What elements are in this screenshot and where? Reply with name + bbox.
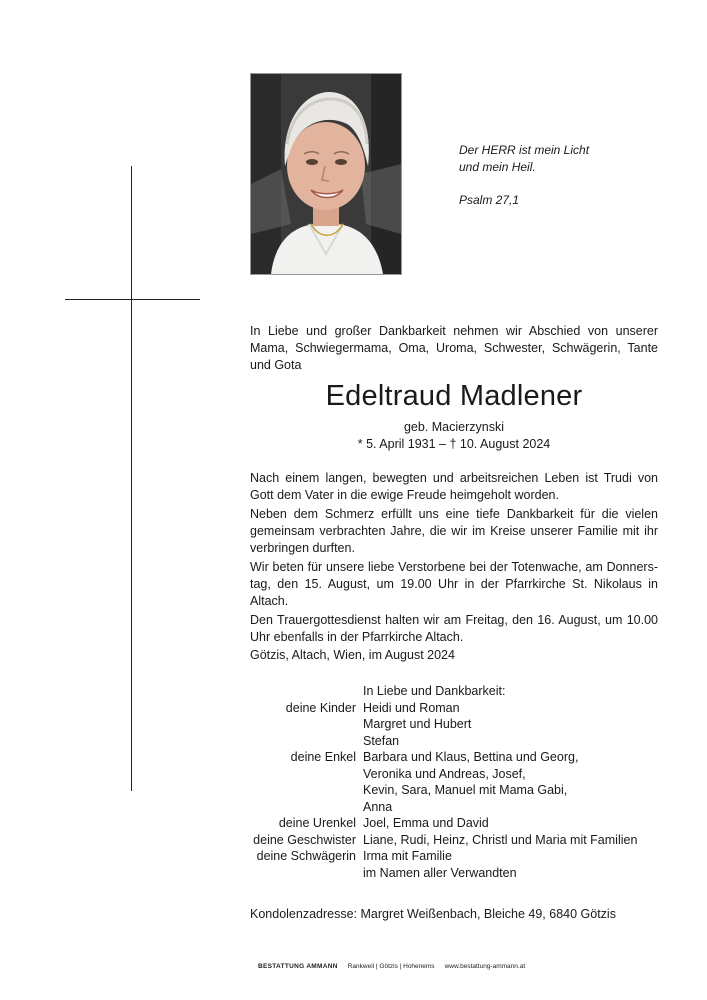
family-value: Heidi und Roman (363, 700, 460, 715)
family-label (250, 716, 363, 733)
family-label (250, 733, 363, 750)
family-row (250, 716, 670, 733)
body-paragraph-4: Den Trauergottesdienst halten wir am Freitag, den 16. August, um 10.00 Uhr ebenfalls in der Pfarrkirche Altach. (250, 613, 658, 644)
family-row (250, 799, 670, 816)
family-label: deine Schwägerin (256, 849, 356, 863)
family-value: Liane, Rudi, Heinz, Christl und Maria mit Familien (363, 832, 638, 847)
intro-text: In Liebe und großer Dankbarkeit nehmen wir Abschied von unserer Mama, Schwiegermama, Oma, Uroma, Schwester, Schwägerin, Tante und Gota (250, 324, 658, 372)
family-row (250, 683, 670, 700)
family-row (250, 749, 670, 766)
body-paragraph-3: Wir beten für unsere liebe Verstorbene bei der Totenwache, am Donners-tag, den 15. August, um 19.00 Uhr in der Pfarrkirche St. Nikolaus in Altach. (250, 560, 658, 608)
family-label (250, 782, 363, 799)
footer (258, 963, 525, 971)
portrait-photo (250, 73, 402, 275)
family-label: deine Kinder (285, 700, 356, 715)
family-value: Stefan (363, 733, 400, 748)
family-value: im Namen aller Verwandten (363, 865, 517, 880)
cross-vertical-line (131, 166, 132, 791)
family-value: Joel, Emma und David (363, 816, 489, 830)
family-value: Kevin, Sara, Manuel mit Mama Gabi, (363, 783, 568, 797)
body-paragraph-2: Neben dem Schmerz erfüllt uns eine tiefe Dankbarkeit für die vielen gemeinsam verbrachten Jahre, die wir im Kreise unserer Familie mit ihr verbringen durften. (250, 507, 658, 555)
family-label (250, 865, 363, 882)
footer-brand: BESTATTUNG AMMANN (258, 963, 338, 970)
family-label (250, 683, 363, 700)
family-value: Irma mit Familie (363, 849, 452, 863)
life-dates: * 5. April 1931 – † 10. August 2024 (357, 437, 551, 451)
family-label: deine Geschwister (253, 832, 356, 847)
family-row (250, 848, 670, 865)
family-value: Anna (363, 799, 393, 814)
family-row (250, 766, 670, 783)
family-row (250, 865, 670, 882)
obituary-body (250, 470, 658, 648)
family-value: Barbara und Klaus, Bettina und Georg, (363, 750, 579, 764)
place-date: Götzis, Altach, Wien, im August 2024 (250, 648, 455, 662)
birth-name: geb. Macierzynski (403, 420, 505, 434)
family-row (250, 782, 670, 799)
family-label (250, 799, 363, 816)
family-value: Veronika und Andreas, Josef, (363, 766, 526, 781)
family-row (250, 700, 670, 717)
footer-locations: Rankweil | Götzis | Hohenems (347, 963, 435, 970)
family-row (250, 815, 670, 832)
quote-line-1: Der HERR ist mein Licht (459, 143, 590, 157)
family-list (250, 683, 670, 881)
family-label: deine Enkel (290, 750, 356, 764)
family-label (250, 766, 363, 783)
family-label: deine Urenkel (278, 816, 356, 830)
body-paragraph-1: Nach einem langen, bewegten und arbeitsreichen Leben ist Trudi von Gott dem Vater in die ewige Freude heimgeholt worden. (250, 471, 658, 502)
deceased-name: Edeltraud Madlener (325, 380, 583, 412)
family-row (250, 733, 670, 750)
cross-horizontal-line (65, 299, 200, 300)
quote-line-2: und mein Heil. (459, 160, 536, 174)
footer-website[interactable]: www.bestattung-ammann.at (444, 963, 526, 970)
family-row (250, 832, 670, 849)
quote-source: Psalm 27,1 (459, 193, 520, 207)
family-value: In Liebe und Dankbarkeit: (363, 684, 506, 698)
condolence-address: Kondolenzadresse: Margret Weißenbach, Bleiche 49, 6840 Götzis (250, 907, 616, 921)
family-value: Margret und Hubert (363, 717, 472, 731)
bible-quote (459, 142, 679, 209)
